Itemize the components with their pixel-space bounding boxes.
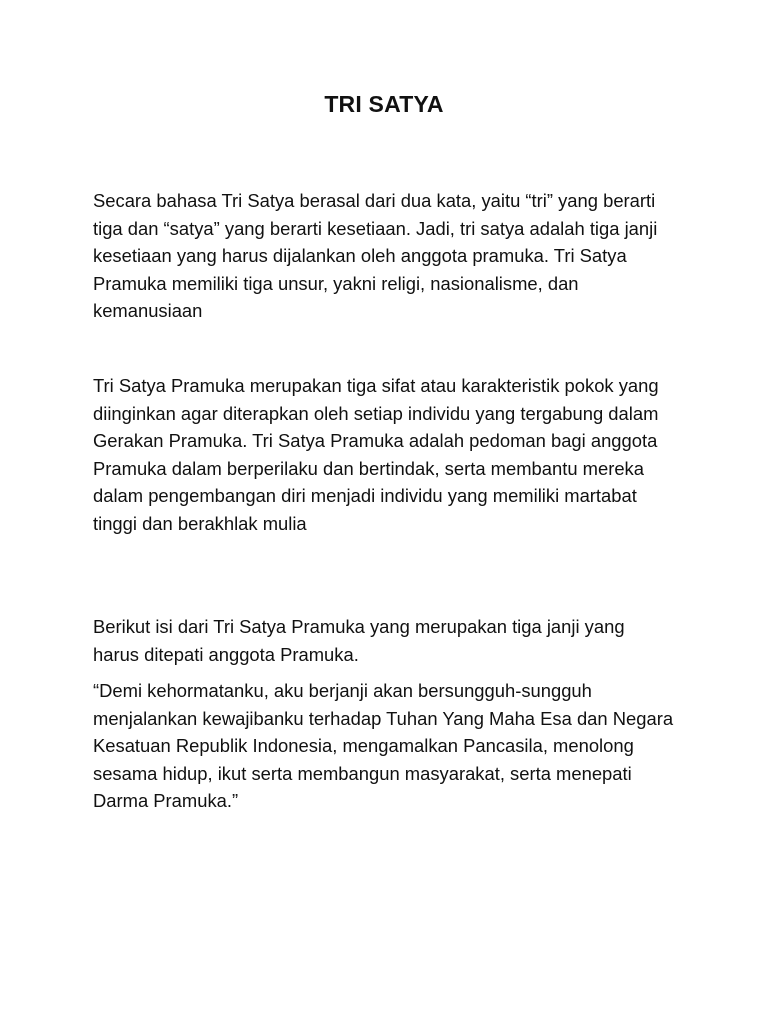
- paragraph-intro-oath: Berikut isi dari Tri Satya Pramuka yang merupakan tiga janji yang harus ditepati anggota Pramuka.: [93, 616, 625, 665]
- paragraph-characteristics: Tri Satya Pramuka merupakan tiga sifat atau karakteristik pokok yang diinginkan agar diterapkan oleh setiap individu yang tergabung dalam Gerakan Pramuka. Tri Satya Pramuka adalah pedoman bagi anggota Pramuka dalam berperilaku dan bertindak, serta membantu mereka dalam pengembangan diri menjadi individu yang memiliki martabat tinggi dan berakhlak mulia: [93, 375, 659, 534]
- paragraph-definition: Secara bahasa Tri Satya berasal dari dua kata, yaitu “tri” yang berarti tiga dan “satya” yang berarti kesetiaan. Jadi, tri satya adalah tiga janji kesetiaan yang harus dijalankan oleh anggota pramuka. Tri Satya Pramuka memiliki tiga unsur, yakni religi, nasionalisme, dan kemanusiaan: [93, 190, 658, 321]
- paragraph-oath-quote: “Demi kehormatanku, aku berjanji akan bersungguh-sungguh menjalankan kewajibanku terhadap Tuhan Yang Maha Esa dan Negara Kesatuan Republik Indonesia, mengamalkan Pancasila, menolong sesama hidup, ikut serta membangun masyarakat, serta menepati Darma Pramuka.”: [93, 680, 674, 811]
- page-title: TRI SATYA: [324, 91, 444, 117]
